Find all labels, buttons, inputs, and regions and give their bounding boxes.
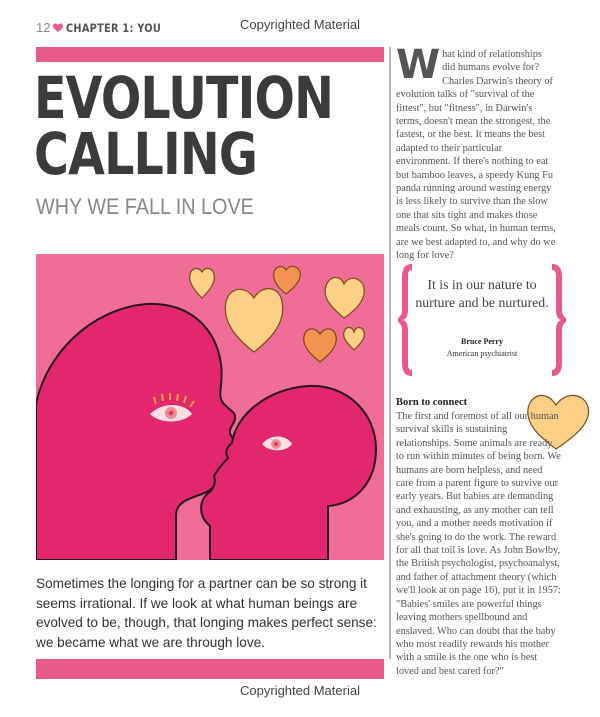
page-number: 12 bbox=[36, 20, 51, 35]
copyright-bottom: Copyrighted Material bbox=[240, 683, 360, 698]
intro-paragraph bbox=[396, 42, 556, 263]
quote-author: Bruce Perry bbox=[461, 337, 503, 346]
page-title bbox=[34, 64, 334, 188]
lovers-illustration bbox=[36, 254, 384, 560]
intro-text: hat kind of relationships did humans evolve for? Charles Darwin's theory of evolution talks of "survival of the fittest", but "fitness", in Darwin's terms, doesn't mean the strongest, the fastest, or the best. It means the best adapted to their particular environment. If there's nothing to eat but bamboo leaves, a speedy Kung Fu panda running around wasting energy is less likely to survive than the slow one that sits tight and makes those meals count. So what, in human terms, are we best adapted to, and why do we long for love? bbox=[396, 49, 556, 262]
heart-icon bbox=[53, 23, 63, 33]
page-subtitle: WHY WE FALL IN LOVE bbox=[36, 194, 254, 219]
running-header bbox=[36, 20, 178, 35]
title-line-2: CALLING bbox=[34, 120, 258, 188]
quote-author-role: American psychiatrist bbox=[446, 349, 518, 358]
top-accent-bar bbox=[36, 47, 384, 62]
column-divider bbox=[389, 47, 391, 659]
copyright-top: Copyrighted Material bbox=[240, 17, 360, 32]
chapter-label: CHAPTER 1: YOU bbox=[66, 20, 162, 35]
quote-text: It is in our nature to nurture and be nurtured. bbox=[415, 277, 549, 310]
pull-quote bbox=[398, 258, 566, 382]
illustration-caption: Sometimes the longing for a partner can be so strong it seems irrational. If we look at what human beings are evolved to be, though, that longing makes perfect sense: we became what we are through love. bbox=[36, 576, 377, 650]
title-line-1: EVOLUTION bbox=[34, 64, 334, 132]
section-heading: Born to connect bbox=[396, 397, 468, 408]
section-body: The first and foremost of all our human survival skills is sustaining relationships. Some animals are ready to run within minutes of being born. We humans are born helpless, and need care from a parent figure to survive our early years. But babies are demanding and exhausting, as any mother can tell you, and a mother needs motivation if she's going to do the work. The reward for all that toil is love. As John Bowlby, the British psychologist, psychoanalyst, and father of attachment theory (which we'll look at on page 16), put it in 1957: "Babies' smiles are powerful things leaving mothers spellbound and enslaved. Who can doubt that the baby who most readily rewards his mother with a smile is the one who is best loved and best cared for?" bbox=[396, 411, 561, 677]
drop-cap: W bbox=[396, 42, 441, 88]
bottom-accent-bar bbox=[36, 659, 384, 679]
